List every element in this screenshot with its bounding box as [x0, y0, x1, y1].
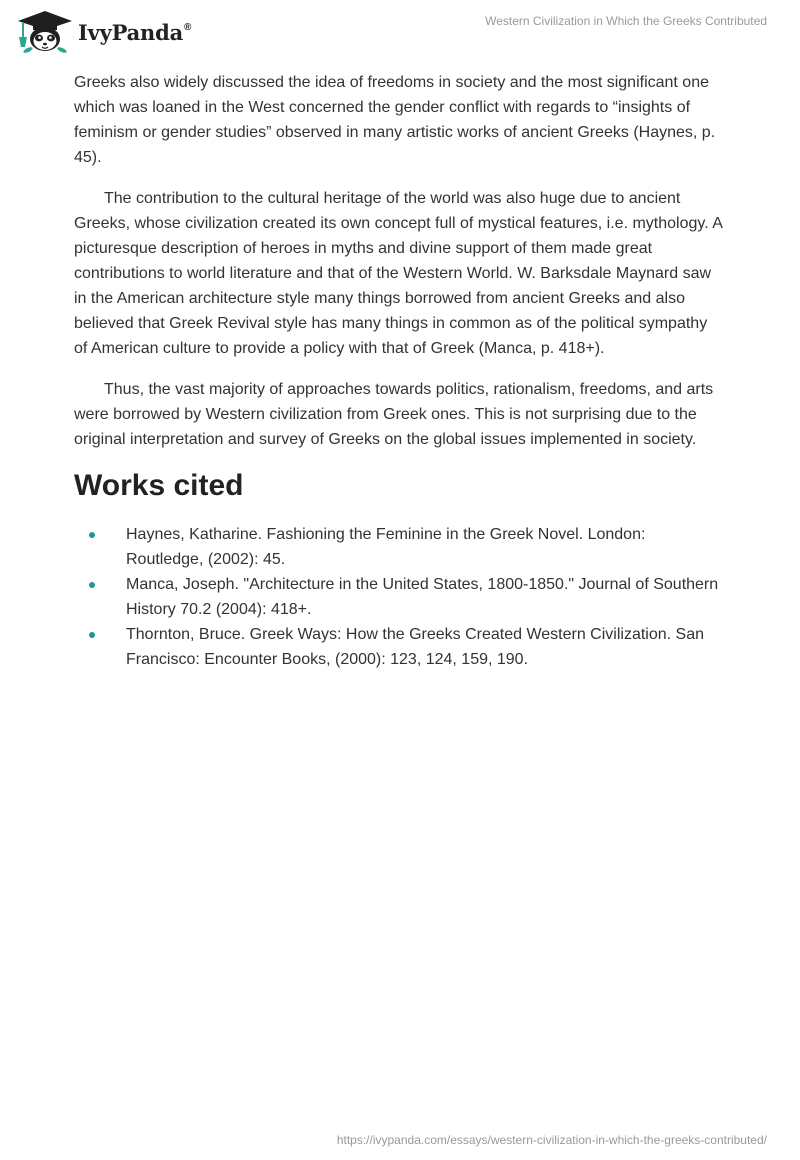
essay-content [74, 70, 724, 672]
works-cited-list [74, 522, 724, 672]
panda-graduate-icon [14, 9, 76, 53]
paragraph-2: The contribution to the cultural heritage of the world was also huge due to ancient Greeks, whose civilization created its own concept full of mystical features, i.e. mythology. A picturesque description of heroes in myths and divine support of them made great contributions to world literature and that of the Western World. W. Barksdale Maynard saw in the American architecture style many things borrowed from ancient Greeks and also believed that Greek Revival style has many things in common as of the political sympathy of American culture to provide a policy with that of Greek (Manca, p. 418+). [74, 190, 722, 357]
citation-text: Manca, Joseph. "Architecture in the United States, 1800-1850." Journal of Southern History 70.2 (2004): 418+. [126, 576, 719, 618]
citation-item [74, 522, 724, 572]
running-title: Western Civilization in Which the Greeks Contributed [485, 14, 767, 28]
paragraph-1: Greeks also widely discussed the idea of freedoms in society and the most significant one which was loaned in the West concerned the gender conflict with regards to “insights of feminism or gender studies” observed in many artistic works of ancient Greeks (Haynes, p. 45). [74, 74, 716, 166]
citation-text: Haynes, Katharine. Fashioning the Feminine in the Greek Novel. London: Routledge, (2002): 45. [126, 526, 646, 568]
ivypanda-logo[interactable] [14, 9, 214, 53]
bullet-icon [89, 632, 95, 638]
paragraph-3: Thus, the vast majority of approaches towards politics, rationalism, freedoms, and arts were borrowed by Western civilization from Greek ones. This is not surprising due to the original interpretation and survey of Greeks on the global issues implemented in society. [74, 381, 714, 448]
bullet-icon [89, 532, 95, 538]
works-cited-heading: Works cited [74, 469, 244, 502]
source-url-link[interactable]: https://ivypanda.com/essays/western-civilization-in-which-the-greeks-contributed/ [336, 1133, 767, 1147]
citation-item [74, 622, 724, 672]
page-header [0, 0, 800, 64]
logo-wordmark: IvyPanda® [78, 19, 192, 45]
citation-text: Thornton, Bruce. Greek Ways: How the Greeks Created Western Civilization. San Francisco: Encounter Books, (2000): 123, 124, 159, 190. [126, 626, 705, 668]
bullet-icon [89, 582, 95, 588]
citation-item [74, 572, 724, 622]
